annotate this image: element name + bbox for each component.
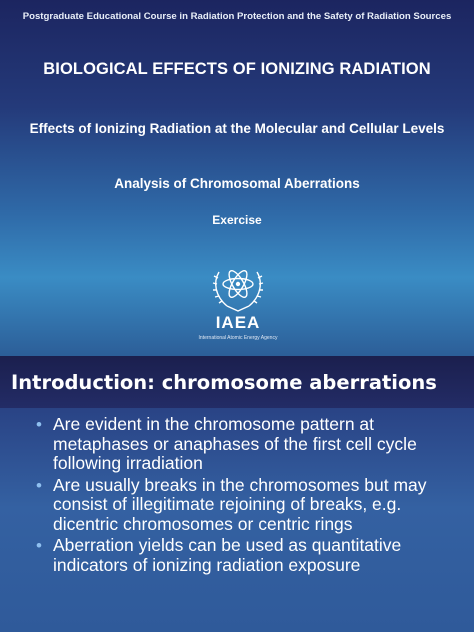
bullet-icon: • bbox=[36, 536, 42, 555]
bullet-text: Aberration yields can be used as quantitative indicators of ionizing radiation exposure bbox=[53, 535, 402, 575]
bullet-text: Are usually breaks in the chromosomes but may consist of illegitimate rejoining of breaks, e.g. dicentric chromosomes or centric rings bbox=[53, 474, 427, 534]
bullet-item bbox=[0, 476, 474, 535]
iaea-full-name: International Atomic Energy Agency bbox=[198, 335, 278, 341]
content-slide bbox=[0, 356, 474, 632]
topic-title: Analysis of Chromosomal Aberrations bbox=[114, 176, 360, 191]
iaea-logo bbox=[188, 262, 288, 347]
bullet-icon: • bbox=[36, 475, 42, 495]
subtitle: Effects of Ionizing Radiation at the Molecular and Cellular Levels bbox=[29, 121, 445, 136]
bullet-item bbox=[0, 415, 474, 474]
main-title: BIOLOGICAL EFFECTS OF IONIZING RADIATION bbox=[43, 60, 431, 78]
bullet-text: Are evident in the chromosome pattern at metaphases or anaphases of the first cell cycle following irradiation bbox=[53, 414, 417, 473]
slide-title: Introduction: chromosome aberrations bbox=[11, 371, 437, 394]
bullet-icon: • bbox=[36, 415, 42, 434]
course-name: Postgraduate Educational Course in Radiation Protection and the Safety of Radiation Sources bbox=[22, 11, 452, 22]
slide-header bbox=[0, 356, 474, 408]
bullet-item bbox=[0, 536, 474, 575]
iaea-wordmark: IAEA bbox=[215, 313, 261, 332]
iaea-atom-wreath-icon bbox=[209, 262, 267, 314]
exercise-label: Exercise bbox=[212, 213, 262, 227]
bullet-list bbox=[0, 415, 474, 577]
